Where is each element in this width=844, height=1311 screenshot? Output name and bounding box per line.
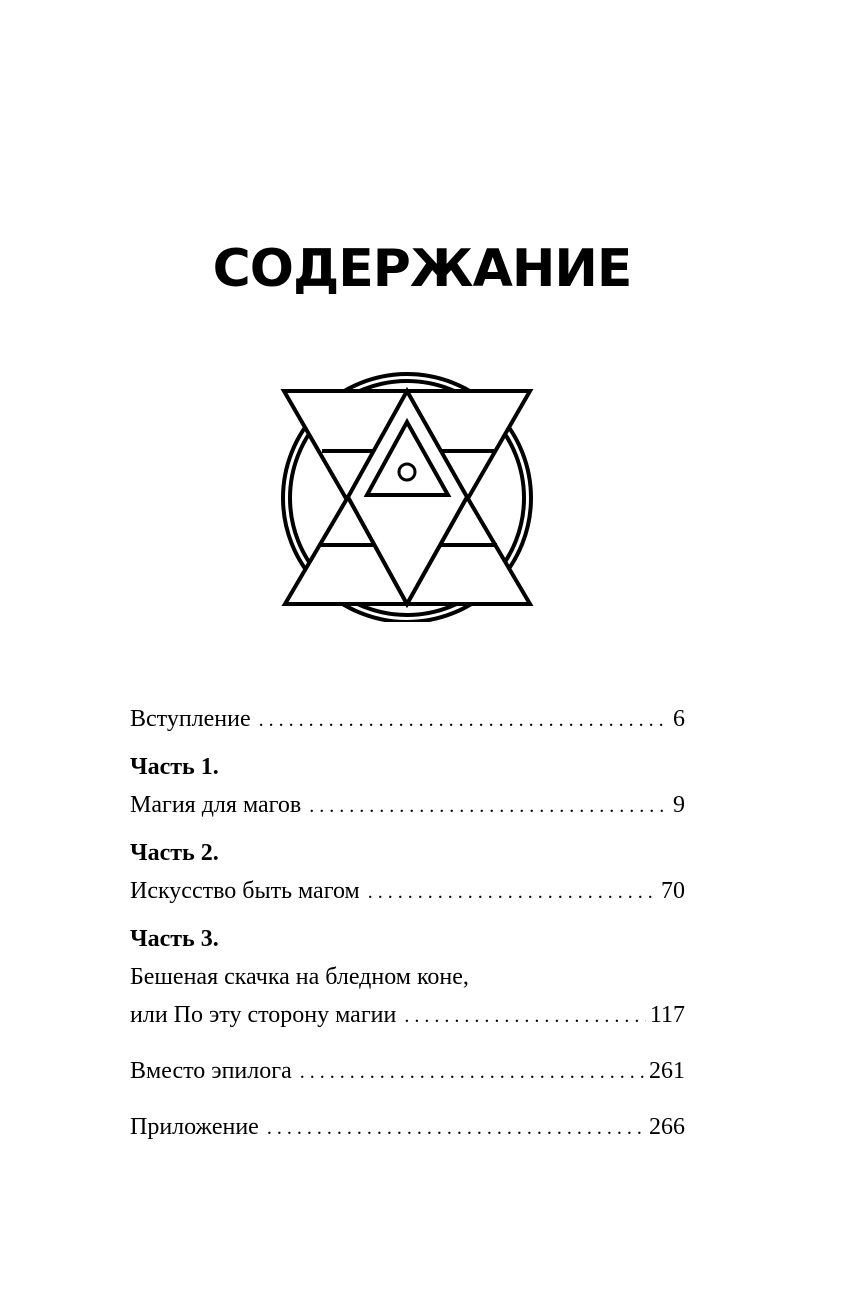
toc-page-number: 266 <box>649 1114 685 1140</box>
occult-emblem-icon <box>280 372 534 622</box>
toc-entry-part1[interactable] <box>130 786 685 824</box>
toc-entry-appendix[interactable] <box>130 1108 685 1146</box>
toc-entry-title-line: Бешеная скачка на бледном коне, <box>130 964 469 990</box>
toc-page-number: 70 <box>661 878 685 904</box>
toc-entry-epilogue[interactable] <box>130 1052 685 1090</box>
toc-entry-title: Искусство быть магом <box>130 878 360 904</box>
toc-entry-intro[interactable] <box>130 700 685 738</box>
toc-entry-title: Вступление <box>130 706 251 732</box>
toc-entry-title: Магия для магов <box>130 792 302 818</box>
toc-page-number: 6 <box>673 706 685 732</box>
part-heading: Часть 3. <box>130 926 219 952</box>
dot-leader <box>267 1109 645 1147</box>
toc-page-number: 117 <box>649 1002 685 1028</box>
dot-leader <box>259 701 669 739</box>
toc-page-number: 261 <box>649 1058 685 1084</box>
toc-entry-title: Приложение <box>130 1114 259 1140</box>
toc-entry-part2[interactable] <box>130 872 685 910</box>
toc-entry-part3[interactable] <box>130 996 685 1034</box>
dot-leader <box>309 787 669 825</box>
part-heading: Часть 1. <box>130 754 219 780</box>
dot-leader <box>368 873 657 911</box>
toc-entry-title: Вместо эпилога <box>130 1058 292 1084</box>
dot-leader <box>404 997 646 1035</box>
toc-entry-title: или По эту сторону магии <box>130 1002 397 1028</box>
page-title: СОДЕРЖАНИЕ <box>212 239 632 299</box>
table-of-contents <box>130 700 685 1146</box>
toc-page-number: 9 <box>673 792 685 818</box>
part-heading: Часть 2. <box>130 840 219 866</box>
dot-leader <box>300 1053 645 1091</box>
